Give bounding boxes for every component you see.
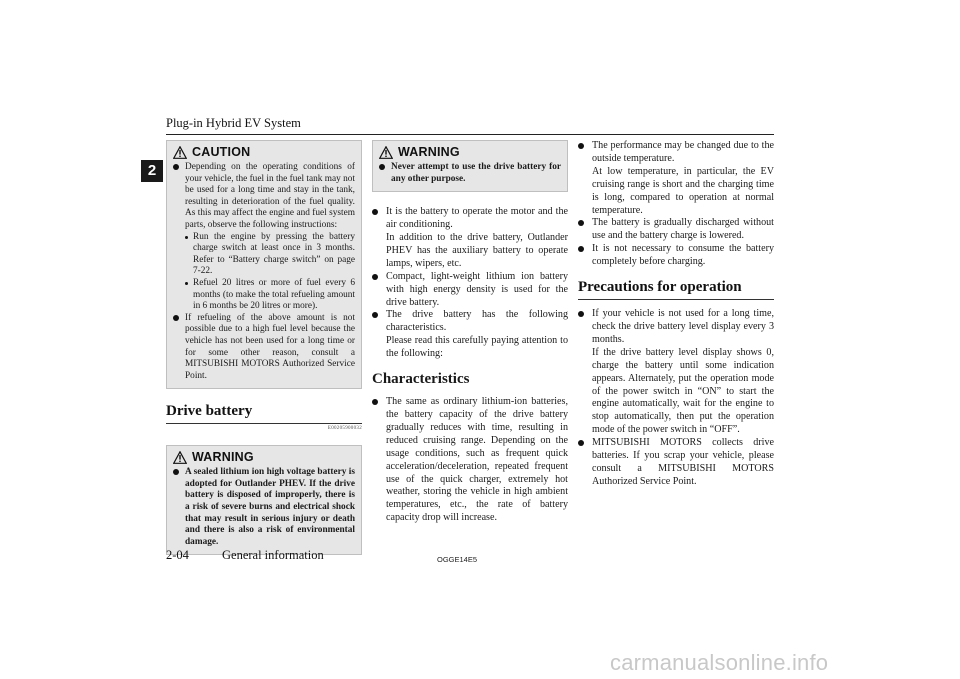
warning-box [166,445,362,555]
list-item [578,140,774,217]
list-item-text: The same as ordinary lithium-ion batteries, the battery capacity of the drive battery gradually reduces with time, resulting in reduced cruising range. Depending on the usage conditions, such as frequent quick acceleration/deceleration, repeated frequent use of the quick charger, extremely hot weather, storing the vehicle in high ambient temperatures, etc., the rate of battery capacity drop will increase. [386,396,568,524]
warning-item-text: Never attempt to use the drive battery for any other purpose. [391,162,561,184]
bullet-icon [173,469,179,475]
list-item [578,243,774,269]
list-item-text: The performance may be changed due to the outside temperature. [592,140,774,164]
bullet-icon [372,274,378,280]
bullet-icon [578,220,584,226]
bullet-icon [173,315,179,321]
warning-item [379,162,561,185]
list-item-text: At low temperature, in particular, the EV cruising range is short and the charging time is long, compared to operation at normal temperature. [592,165,774,216]
warning-item [173,467,355,548]
bullet-icon [372,312,378,318]
column-3 [578,140,774,489]
chapter-tab: 2 [141,160,163,182]
document-code: OGGE14E5 [437,555,478,564]
warning-box [372,140,568,192]
list-item-text: In addition to the drive battery, Outlander PHEV has the auxiliary battery to operate lamps, wipers, etc. [386,232,568,269]
page-number: 2-04 [166,548,189,562]
warning-header [379,145,561,159]
battery-intro-list [372,206,568,361]
sub-bullet-icon [185,236,188,239]
watermark: carmanualsonline.info [610,650,829,675]
caution-item-text: If refueling of the above amount is not possible due to a high fuel level because the vehicle has not been used for a long time or for some other reason, consult a MITSUBISHI MOTORS Authorized Service Point. [185,312,355,381]
caution-box [166,140,362,389]
caution-item [173,162,355,232]
column-2 [372,140,568,525]
list-item [578,308,774,437]
list-item [578,437,774,489]
sub-bullet-icon [185,282,188,285]
header-rule [166,134,774,135]
list-item [372,309,568,361]
warning-triangle-icon [379,146,393,159]
caution-header [173,145,355,159]
bullet-icon [578,311,584,317]
bullet-icon [372,209,378,215]
caution-title: CAUTION [192,145,251,159]
warning-triangle-icon [173,451,187,464]
list-item [372,396,568,525]
drive-battery-heading: Drive battery [166,403,362,424]
list-item [578,217,774,243]
list-item-text: Compact, light-weight lithium ion battery with high energy density is used for the drive battery. [386,270,568,308]
characteristics-heading: Characteristics [372,371,470,388]
page-header-title: Plug-in Hybrid EV System [166,116,301,130]
warning-header [173,450,355,464]
list-item-text: It is not necessary to consume the battery completely before charging. [592,243,774,268]
list-item-text: Please read this carefully paying attention to the following: [386,335,568,360]
list-item-text: If your vehicle is not used for a long time, check the drive battery level display every 3 months. [592,308,774,345]
bullet-icon [578,440,584,446]
caution-subitem-text: Refuel 20 litres or more of fuel every 6 months (to make the total refueling amount in 6 months be 20 litres or more). [193,277,355,312]
warning-title: WARNING [192,450,254,465]
list-item-text: The battery is gradually discharged without use and the battery charge is lowered. [592,217,774,242]
bullet-icon [578,143,584,149]
column-1 [166,140,362,555]
caution-item [173,313,355,383]
bullet-icon [379,164,385,170]
list-item [372,271,568,310]
drive-battery-section [166,403,362,431]
warning-triangle-icon [173,146,187,159]
list-item-text: It is the battery to operate the motor and the air conditioning. [386,206,568,231]
caution-subitem [173,232,355,278]
warning-title: WARNING [398,145,460,159]
section-code: E00205900032 [327,426,362,432]
list-item-text: MITSUBISHI MOTORS collects drive batteries. If you scrap your vehicle, please consult a MITSUBISHI MOTORS Authorized Service Point. [592,437,774,487]
caution-subitem-text: Run the engine by pressing the battery charge switch at least once in 3 months. Refer to “Battery charge switch” on page 7-22. [193,231,355,277]
bullet-icon [173,164,179,170]
list-item-text: The drive battery has the following characteristics. [386,309,568,334]
warning-item-text: A sealed lithium ion high voltage battery is adopted for Outlander PHEV. If the drive battery is disposed of improperly, there is a risk of severe burns and electrical shock that may result in serious injury or death and there is also a risk of environmental damage. [185,467,355,547]
bullet-icon [578,246,584,252]
caution-item-text: Depending on the operating conditions of your vehicle, the fuel in the fuel tank may not be used for a long time and stay in the tank, resulting in deterioration of the fuel quality. As this may affect the engine and fuel system parts, observe the following instructions: [185,162,355,230]
bullet-icon [372,399,378,405]
list-item-text: If the drive battery level display shows 0, charge the battery until some indication appears. Alternately, put the operation mode of the power switch in “ON” to start the engine automatically, wait for the engine to stop automatically, then put the operation mode of the power switch in “OFF”. [592,346,774,436]
footer-section-title: General information [222,548,324,562]
precautions-heading: Precautions for operation [578,279,774,300]
list-item [372,206,568,271]
caution-subitem [173,278,355,313]
